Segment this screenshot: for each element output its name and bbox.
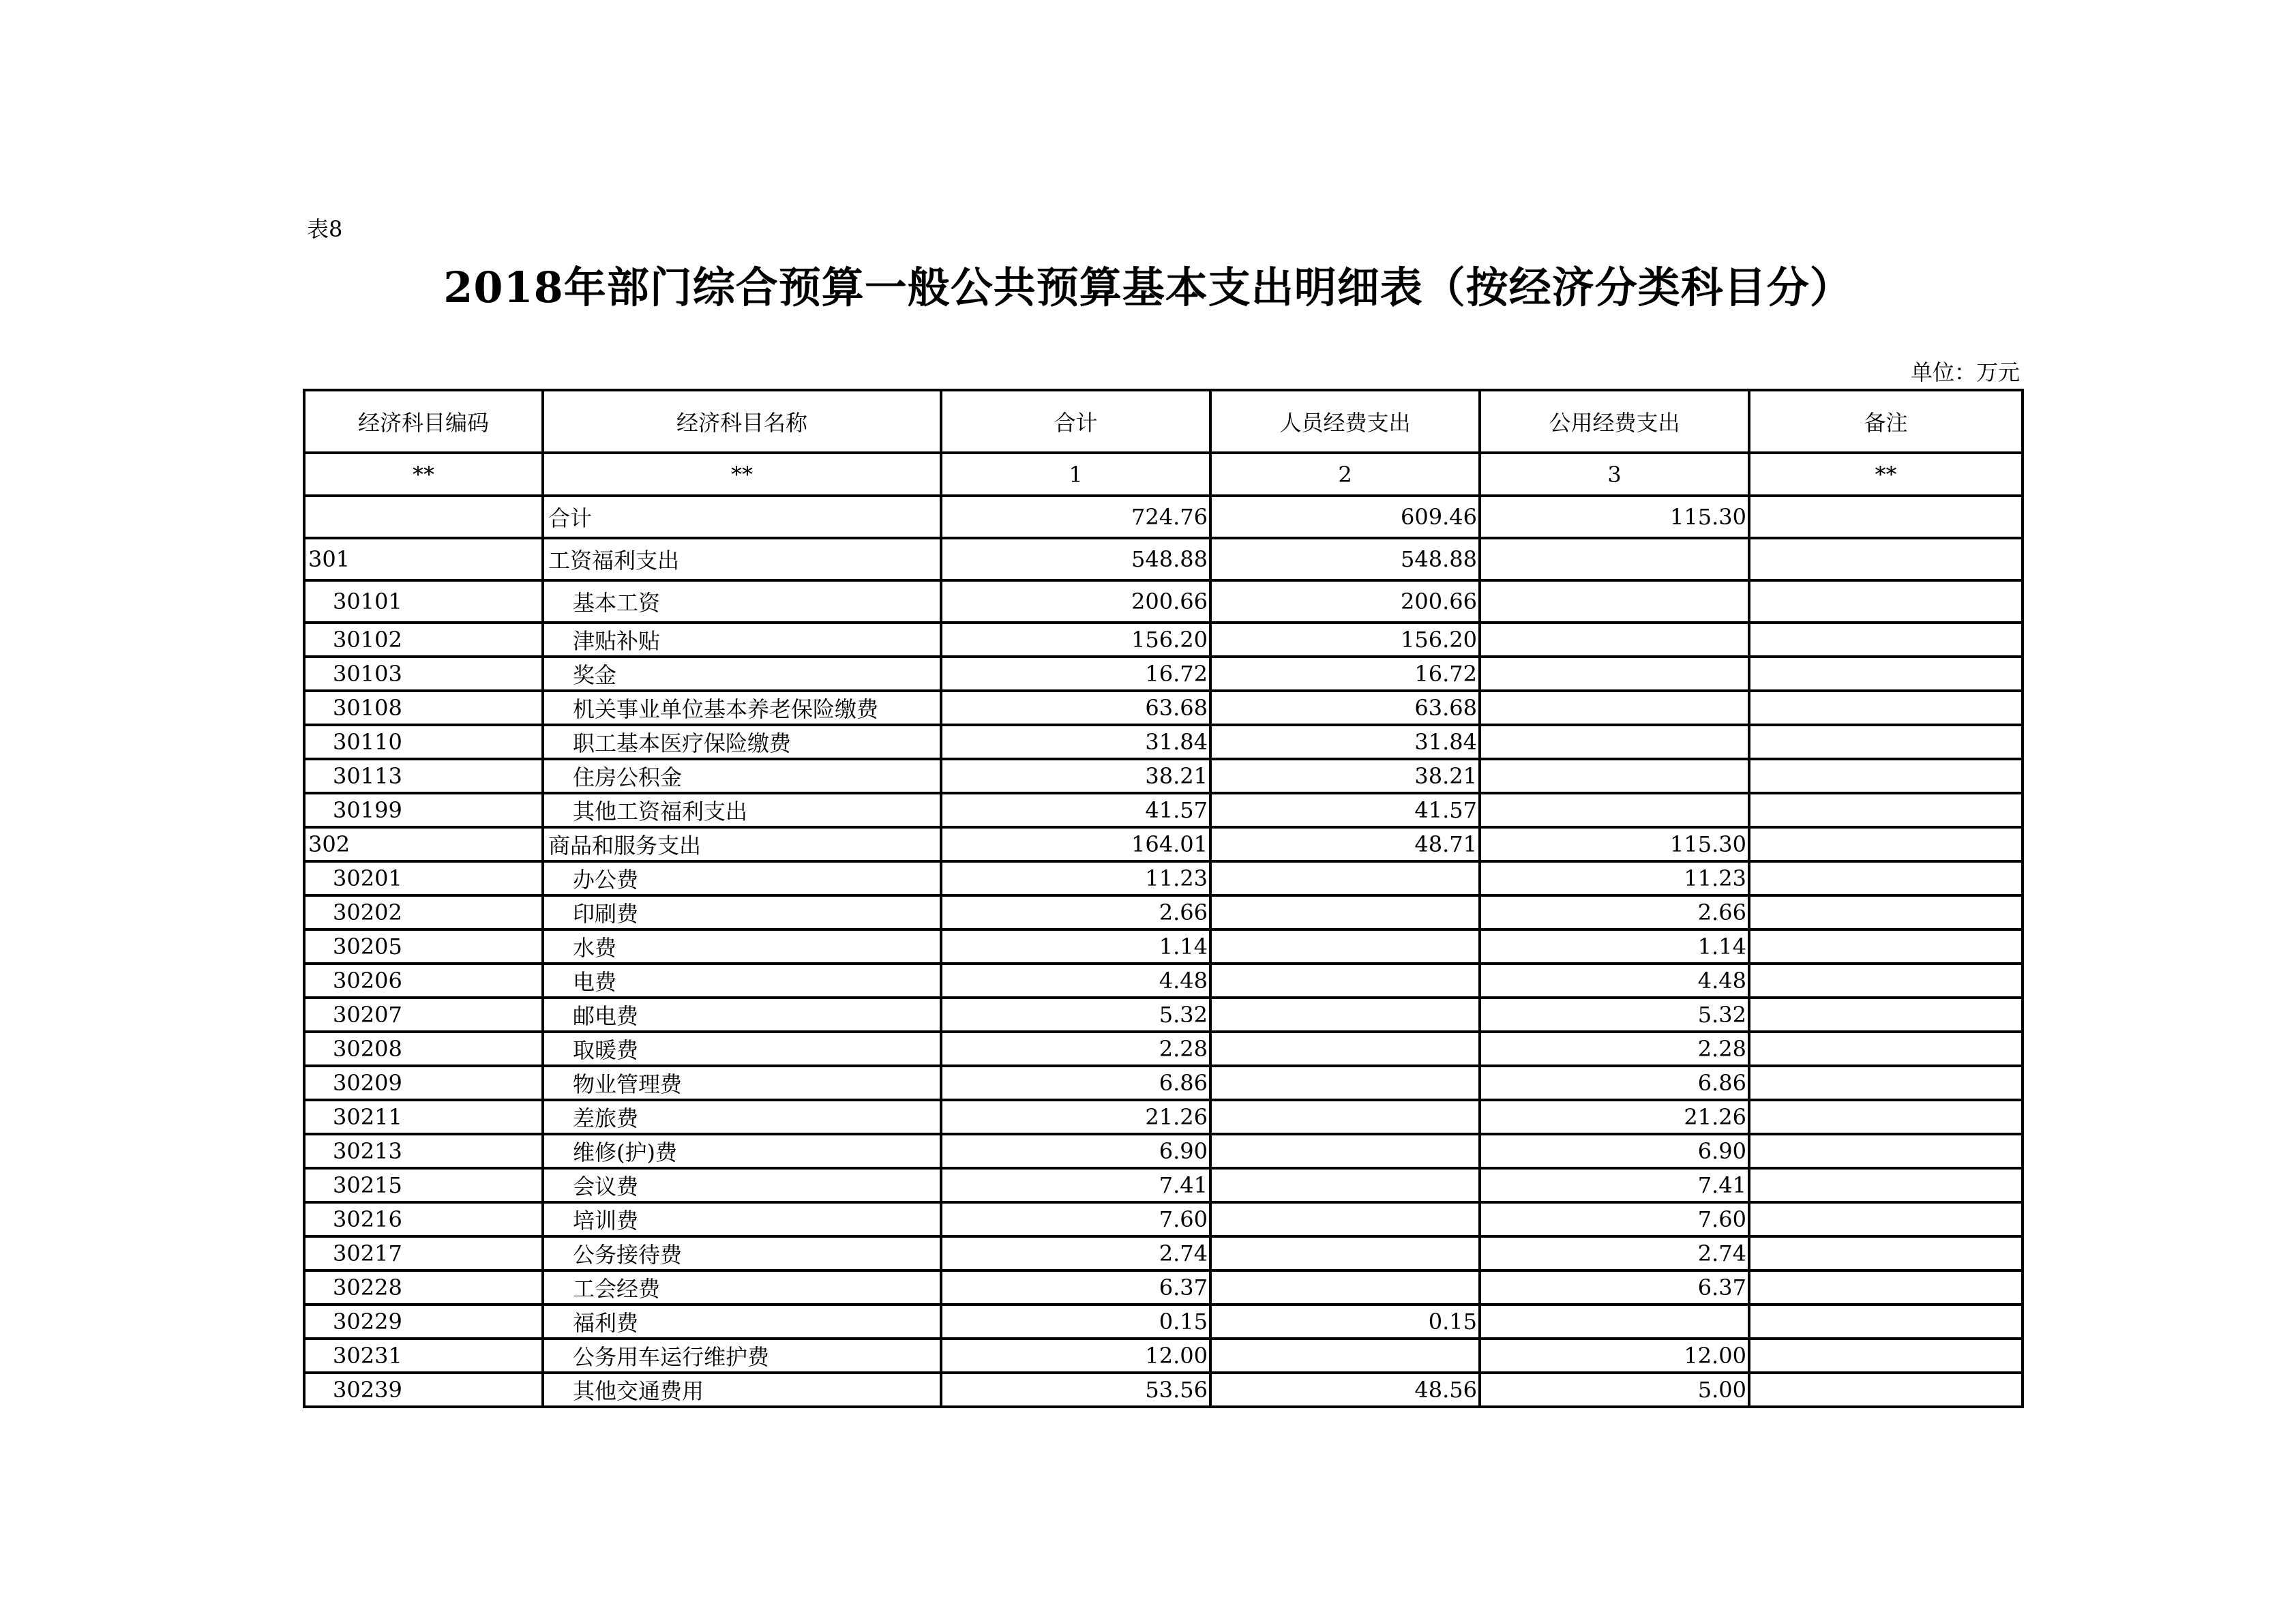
row-note — [1749, 1100, 2023, 1134]
row-name: 电费 — [543, 964, 941, 998]
row-name: 津贴补贴 — [543, 623, 941, 657]
row-public: 6.37 — [1480, 1270, 1749, 1305]
row-name: 机关事业单位基本养老保险缴费 — [543, 691, 941, 725]
row-code: 30206 — [304, 964, 543, 998]
table-row — [304, 759, 2023, 793]
row-code: 30216 — [304, 1202, 543, 1236]
row-personnel: 16.72 — [1210, 657, 1480, 691]
row-code: 30201 — [304, 861, 543, 895]
row-total: 11.23 — [941, 861, 1210, 895]
category-row — [304, 827, 2023, 861]
row-note — [1749, 793, 2023, 827]
row-code: 30231 — [304, 1339, 543, 1373]
row-personnel: 48.56 — [1210, 1373, 1480, 1407]
total-public: 115.30 — [1480, 496, 1749, 538]
row-note — [1749, 759, 2023, 793]
row-personnel: 200.66 — [1210, 580, 1480, 623]
row-note — [1749, 827, 2023, 861]
row-name: 住房公积金 — [543, 759, 941, 793]
header-personnel: 人员经费支出 — [1210, 390, 1480, 453]
table-row — [304, 1270, 2023, 1305]
row-code: 30215 — [304, 1168, 543, 1202]
row-personnel — [1210, 1066, 1480, 1100]
table-row — [304, 895, 2023, 929]
row-total: 16.72 — [941, 657, 1210, 691]
row-public — [1480, 1305, 1749, 1339]
budget-table — [303, 389, 2024, 1408]
row-note — [1749, 1339, 2023, 1373]
row-name: 职工基本医疗保险缴费 — [543, 725, 941, 759]
row-total: 2.66 — [941, 895, 1210, 929]
row-total: 7.41 — [941, 1168, 1210, 1202]
total-row — [304, 496, 2023, 538]
row-personnel — [1210, 998, 1480, 1032]
row-total: 38.21 — [941, 759, 1210, 793]
row-code: 30217 — [304, 1236, 543, 1270]
row-total: 156.20 — [941, 623, 1210, 657]
page-title: 2018年部门综合预算一般公共预算基本支出明细表（按经济分类科目分） — [443, 263, 1853, 312]
row-personnel — [1210, 929, 1480, 964]
row-public: 2.74 — [1480, 1236, 1749, 1270]
row-name: 奖金 — [543, 657, 941, 691]
row-code: 30108 — [304, 691, 543, 725]
row-code: 30113 — [304, 759, 543, 793]
total-note — [1749, 496, 2023, 538]
row-total: 5.32 — [941, 998, 1210, 1032]
row-personnel: 41.57 — [1210, 793, 1480, 827]
row-personnel — [1210, 1100, 1480, 1134]
row-code: 30208 — [304, 1032, 543, 1066]
row-name: 工会经费 — [543, 1270, 941, 1305]
header-name: 经济科目名称 — [543, 390, 941, 453]
row-public: 2.66 — [1480, 895, 1749, 929]
table-row — [304, 1168, 2023, 1202]
row-personnel — [1210, 964, 1480, 998]
row-public — [1480, 657, 1749, 691]
row-public — [1480, 538, 1749, 580]
row-note — [1749, 1032, 2023, 1066]
row-code: 30202 — [304, 895, 543, 929]
row-total: 12.00 — [941, 1339, 1210, 1373]
index-total: 1 — [941, 453, 1210, 496]
row-name: 公务接待费 — [543, 1236, 941, 1270]
row-code: 30102 — [304, 623, 543, 657]
row-note — [1749, 691, 2023, 725]
row-public — [1480, 793, 1749, 827]
row-personnel — [1210, 1339, 1480, 1373]
row-total: 21.26 — [941, 1100, 1210, 1134]
row-code: 30228 — [304, 1270, 543, 1305]
index-code: ** — [304, 453, 543, 496]
index-personnel: 2 — [1210, 453, 1480, 496]
table-row — [304, 725, 2023, 759]
row-note — [1749, 1134, 2023, 1168]
row-code: 30209 — [304, 1066, 543, 1100]
row-total: 4.48 — [941, 964, 1210, 998]
row-name: 工资福利支出 — [543, 538, 941, 580]
row-note — [1749, 1202, 2023, 1236]
row-public: 6.86 — [1480, 1066, 1749, 1100]
row-personnel: 48.71 — [1210, 827, 1480, 861]
row-name: 培训费 — [543, 1202, 941, 1236]
row-personnel: 63.68 — [1210, 691, 1480, 725]
row-note — [1749, 1270, 2023, 1305]
index-note: ** — [1749, 453, 2023, 496]
table-row — [304, 691, 2023, 725]
row-note — [1749, 998, 2023, 1032]
row-note — [1749, 1236, 2023, 1270]
table-row — [304, 1100, 2023, 1134]
row-total: 1.14 — [941, 929, 1210, 964]
header-code: 经济科目编码 — [304, 390, 543, 453]
row-name: 基本工资 — [543, 580, 941, 623]
row-note — [1749, 895, 2023, 929]
row-code: 30199 — [304, 793, 543, 827]
row-total: 53.56 — [941, 1373, 1210, 1407]
row-total: 200.66 — [941, 580, 1210, 623]
row-code: 30205 — [304, 929, 543, 964]
row-code: 301 — [304, 538, 543, 580]
index-public: 3 — [1480, 453, 1749, 496]
row-personnel — [1210, 1270, 1480, 1305]
table-row — [304, 1339, 2023, 1373]
row-public: 21.26 — [1480, 1100, 1749, 1134]
header-total: 合计 — [941, 390, 1210, 453]
row-personnel: 31.84 — [1210, 725, 1480, 759]
row-public: 5.00 — [1480, 1373, 1749, 1407]
row-public: 7.60 — [1480, 1202, 1749, 1236]
total-name: 合计 — [543, 496, 941, 538]
row-name: 其他工资福利支出 — [543, 793, 941, 827]
row-note — [1749, 538, 2023, 580]
table-row — [304, 1134, 2023, 1168]
row-total: 41.57 — [941, 793, 1210, 827]
table-row — [304, 1236, 2023, 1270]
table-row — [304, 1202, 2023, 1236]
row-personnel: 548.88 — [1210, 538, 1480, 580]
row-note — [1749, 1305, 2023, 1339]
row-name: 差旅费 — [543, 1100, 941, 1134]
table-row — [304, 964, 2023, 998]
row-public — [1480, 623, 1749, 657]
row-total: 63.68 — [941, 691, 1210, 725]
row-public: 6.90 — [1480, 1134, 1749, 1168]
row-note — [1749, 964, 2023, 998]
row-code: 30101 — [304, 580, 543, 623]
row-code: 302 — [304, 827, 543, 861]
row-name: 邮电费 — [543, 998, 941, 1032]
row-personnel — [1210, 1202, 1480, 1236]
table-row — [304, 1373, 2023, 1407]
row-total: 2.28 — [941, 1032, 1210, 1066]
row-personnel: 38.21 — [1210, 759, 1480, 793]
index-row — [304, 453, 2023, 496]
row-code: 30110 — [304, 725, 543, 759]
header-public: 公用经费支出 — [1480, 390, 1749, 453]
row-name: 福利费 — [543, 1305, 941, 1339]
row-name: 商品和服务支出 — [543, 827, 941, 861]
row-total: 2.74 — [941, 1236, 1210, 1270]
row-public — [1480, 759, 1749, 793]
unit-label: 单位：万元 — [1910, 359, 2020, 385]
row-public: 115.30 — [1480, 827, 1749, 861]
row-code: 30239 — [304, 1373, 543, 1407]
row-note — [1749, 725, 2023, 759]
row-note — [1749, 861, 2023, 895]
row-public: 7.41 — [1480, 1168, 1749, 1202]
row-name: 维修(护)费 — [543, 1134, 941, 1168]
row-personnel: 0.15 — [1210, 1305, 1480, 1339]
row-name: 水费 — [543, 929, 941, 964]
row-public: 12.00 — [1480, 1339, 1749, 1373]
row-public: 11.23 — [1480, 861, 1749, 895]
row-total: 6.37 — [941, 1270, 1210, 1305]
table-row — [304, 929, 2023, 964]
row-total: 31.84 — [941, 725, 1210, 759]
table-number: 表8 — [307, 216, 343, 242]
row-total: 548.88 — [941, 538, 1210, 580]
row-name: 印刷费 — [543, 895, 941, 929]
table-row — [304, 623, 2023, 657]
row-name: 公务用车运行维护费 — [543, 1339, 941, 1373]
table-row — [304, 861, 2023, 895]
row-personnel — [1210, 1168, 1480, 1202]
row-note — [1749, 929, 2023, 964]
table-row — [304, 998, 2023, 1032]
row-personnel — [1210, 1236, 1480, 1270]
row-note — [1749, 1066, 2023, 1100]
total-total: 724.76 — [941, 496, 1210, 538]
total-personnel: 609.46 — [1210, 496, 1480, 538]
table-row — [304, 1032, 2023, 1066]
row-note — [1749, 580, 2023, 623]
row-code: 30213 — [304, 1134, 543, 1168]
row-public: 4.48 — [1480, 964, 1749, 998]
table-row — [304, 793, 2023, 827]
row-public: 5.32 — [1480, 998, 1749, 1032]
row-note — [1749, 1168, 2023, 1202]
row-total: 6.86 — [941, 1066, 1210, 1100]
row-name: 会议费 — [543, 1168, 941, 1202]
table-row — [304, 1066, 2023, 1100]
row-public: 1.14 — [1480, 929, 1749, 964]
header-row — [304, 390, 2023, 453]
table-row — [304, 1305, 2023, 1339]
row-name: 办公费 — [543, 861, 941, 895]
row-total: 6.90 — [941, 1134, 1210, 1168]
index-name: ** — [543, 453, 941, 496]
row-total: 7.60 — [941, 1202, 1210, 1236]
row-personnel — [1210, 1032, 1480, 1066]
row-code: 30211 — [304, 1100, 543, 1134]
row-total: 164.01 — [941, 827, 1210, 861]
row-public: 2.28 — [1480, 1032, 1749, 1066]
row-public — [1480, 725, 1749, 759]
row-note — [1749, 623, 2023, 657]
row-note — [1749, 1373, 2023, 1407]
row-public — [1480, 580, 1749, 623]
header-note: 备注 — [1749, 390, 2023, 453]
row-total: 0.15 — [941, 1305, 1210, 1339]
row-name: 取暖费 — [543, 1032, 941, 1066]
category-row — [304, 538, 2023, 580]
row-code: 30207 — [304, 998, 543, 1032]
row-personnel — [1210, 895, 1480, 929]
row-name: 物业管理费 — [543, 1066, 941, 1100]
row-code: 30229 — [304, 1305, 543, 1339]
row-personnel — [1210, 1134, 1480, 1168]
row-note — [1749, 657, 2023, 691]
row-personnel — [1210, 861, 1480, 895]
row-personnel: 156.20 — [1210, 623, 1480, 657]
total-code — [304, 496, 543, 538]
row-name: 其他交通费用 — [543, 1373, 941, 1407]
row-public — [1480, 691, 1749, 725]
table-row — [304, 657, 2023, 691]
row-code: 30103 — [304, 657, 543, 691]
table-row — [304, 580, 2023, 623]
